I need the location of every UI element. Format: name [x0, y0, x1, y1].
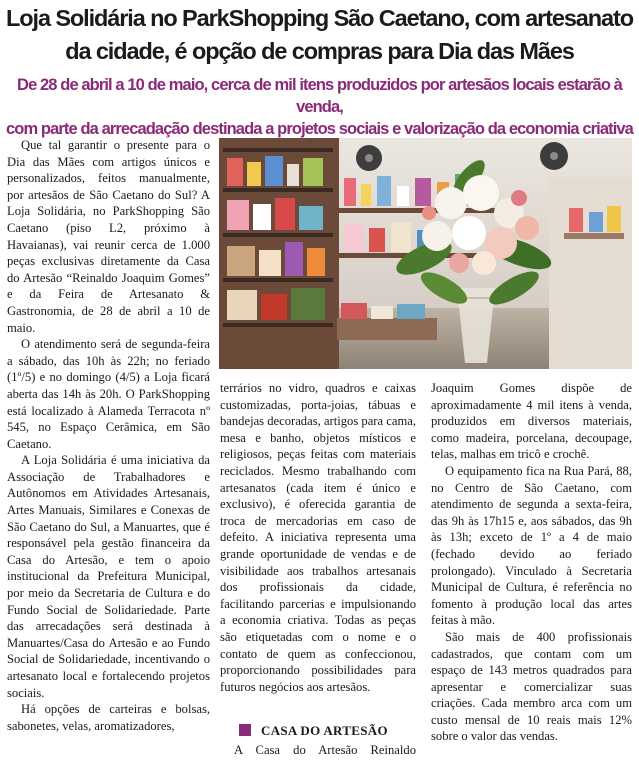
headline	[4, 2, 635, 68]
section-heading-text: CASA DO ARTESÃO	[261, 723, 388, 738]
paragraph: O equipamento fica na Rua Pará, 88, no Centro de São Caetano, com atendimento de segunda a sexta-feira, das 9h às 17h15 e, aos sábados, das 9h às 13h; exceto de 1º a 4 de maio (fechado devido ao feriado prolongado). Vinculado à Secretaria Municipal de Cultura, é referência no fomento à produção local das artes feitas à mão.	[431, 463, 632, 628]
paragraph: Joaquim Gomes dispõe de aproximadamente 4 mil itens à venda, produzidos em diversos materiais, como madeira, porcelana, decoupage, telas, malhas em tricô e crochê.	[431, 381, 632, 462]
section-marker-icon	[239, 724, 251, 736]
article-column-2	[220, 380, 416, 695]
subheadline-line-2: com parte da arrecadação destinada a projetos sociais e valorização da economia criativa	[6, 120, 633, 138]
paragraph: Que tal garantir o presente para o Dia das Mães com artigos únicos e personalizados, feitos manualmente, por artesãos de São Caetano do Sul? A Loja Solidária, no ParkShopping São Caetano (piso L2, próximo à Havaianas), vai reunir cerca de 1.000 peças exclusivas diretamente da Casa do Artesão “Reinaldo Joaquim Gomes” e da Feira de Artesanato & Gastronomia, de 28 de abril a 10 de maio.	[7, 138, 210, 335]
paragraph: A Loja Solidária é uma iniciativa da Associação de Trabalhadores e Autônomos em Atividades Artesanais, Artes Manuais, Similares e Conexas de São Caetano do Sul, a Manuartes, que é responsável pela gestão financeira da Casa do Artesão, e tem o apoio institucional da Prefeitura Municipal, por meio da Secretaria de Cultura e do Fundo Social de Solidariedade. Parte das arrecadações será destinada à Manuartes/Casa do Artesão e ao Fundo Social de Solidariedade, incentivando o artesanato local e fortalecendo projetos sociais.	[7, 453, 210, 700]
article-column-1	[7, 137, 210, 734]
subheadline-line-1: De 28 de abril a 10 de maio, cerca de mil itens produzidos por artesãos locais estarão à venda,	[17, 76, 622, 116]
paragraph: Há opções de carteiras e bolsas, sabonetes, velas, aromatizadores,	[7, 702, 210, 733]
subheadline	[4, 74, 635, 140]
paragraph: O atendimento será de segunda-feira a sábado, das 10h às 22h; no feriado (1º/5) e no domingo (4/5) a Loja ficará aberta das 14h às 20h. O ParkShopping está localizado à Alameda Terracota nº 545, no Espaço Cerâmica, em São Caetano.	[7, 337, 210, 451]
store-photo-illustration	[219, 138, 632, 369]
paragraph: A Casa do Artesão Reinaldo	[234, 743, 416, 757]
paragraph: São mais de 400 profissionais cadastrados, que contam com um espaço de 143 metros quadrados para apresentar e comercializar suas criações. Cada membro arca com um custo mensal de 10 reais mais 12% sobre o valor das vendas.	[431, 629, 632, 744]
section-heading	[239, 723, 388, 739]
store-photo	[219, 138, 632, 369]
article-column-3	[431, 380, 632, 745]
article-column-2-continued	[220, 742, 416, 759]
headline-line-1: Loja Solidária no ParkShopping São Caetano, com artesanato	[6, 5, 633, 31]
paragraph: terrários no vidro, quadros e caixas customizadas, porta-joias, tábuas e bandejas decoradas, artigos para cama, mesa e banho, objetos místicos e religiosos, peças feitas com materiais reciclados. Mesmo trabalhando com artesanatos (cada item é único e exclusivo), é oferecida garantia de troca de mercadorias em caso de defeito. A iniciativa representa uma grande oportunidade de vendas e de visibilidade aos trabalhos artesanais dos profissionais da cidade, facilitando parcerias e impulsionando a economia criativa. Todas as peças são etiquetadas com o nome e o contato de quem as confeccionou, proporcionando possibilidades para futuros negócios aos artesãos.	[220, 381, 416, 694]
headline-line-2: da cidade, é opção de compras para Dia das Mães	[65, 38, 574, 64]
